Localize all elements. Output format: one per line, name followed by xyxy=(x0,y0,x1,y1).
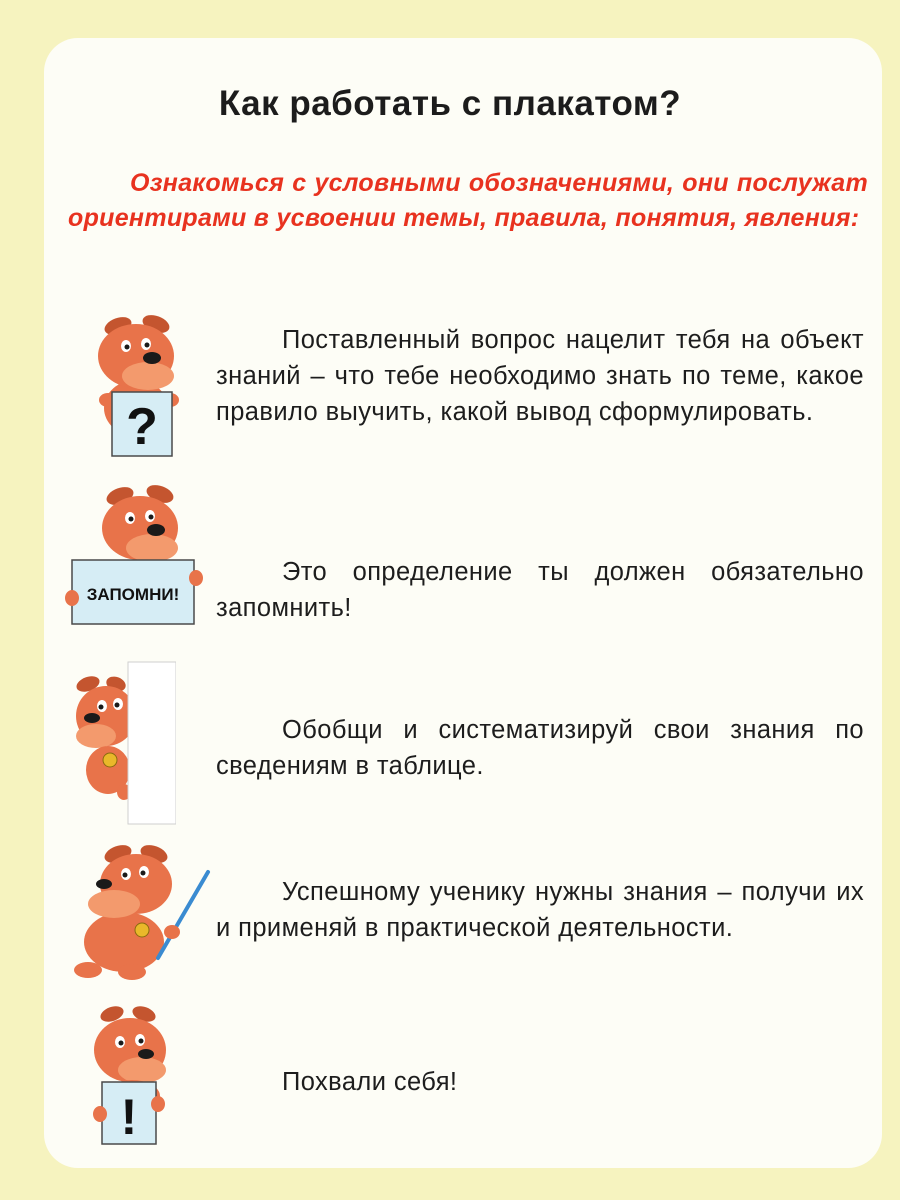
dog-question-icon xyxy=(78,308,188,458)
dog-pointer-icon xyxy=(68,842,218,982)
exclamation-mark-sign: ! xyxy=(120,1089,138,1145)
item-text-table: Обобщи и систематизируй свои знания по сведениям в таблице. xyxy=(216,716,864,780)
item-text-praise: Похвали себя! xyxy=(282,1068,458,1096)
page-title: Как работать с плакатом? xyxy=(218,84,682,123)
remember-sign-text: ЗАПОМНИ! xyxy=(86,585,180,604)
dog-exclamation-icon xyxy=(82,1000,182,1150)
dog-remember-icon xyxy=(64,478,204,630)
item-text-remember: Это определение ты должен обязательно запомнить! xyxy=(216,558,864,622)
item-text-question: Поставленный вопрос нацелит тебя на объект знаний – что тебе необходимо знать по теме, какое правило выучить, какой вывод сформулировать. xyxy=(216,326,864,426)
dog-table-icon xyxy=(66,660,176,826)
question-mark-sign: ? xyxy=(126,398,158,456)
intro-text: Ознакомься с условными обозначениями, они послужат ориентирами в усвоении темы, правила, понятия, явления: xyxy=(68,169,868,232)
item-text-pointer: Успешному ученику нужны знания – получи их и применяй в практической деятельности. xyxy=(216,878,864,942)
